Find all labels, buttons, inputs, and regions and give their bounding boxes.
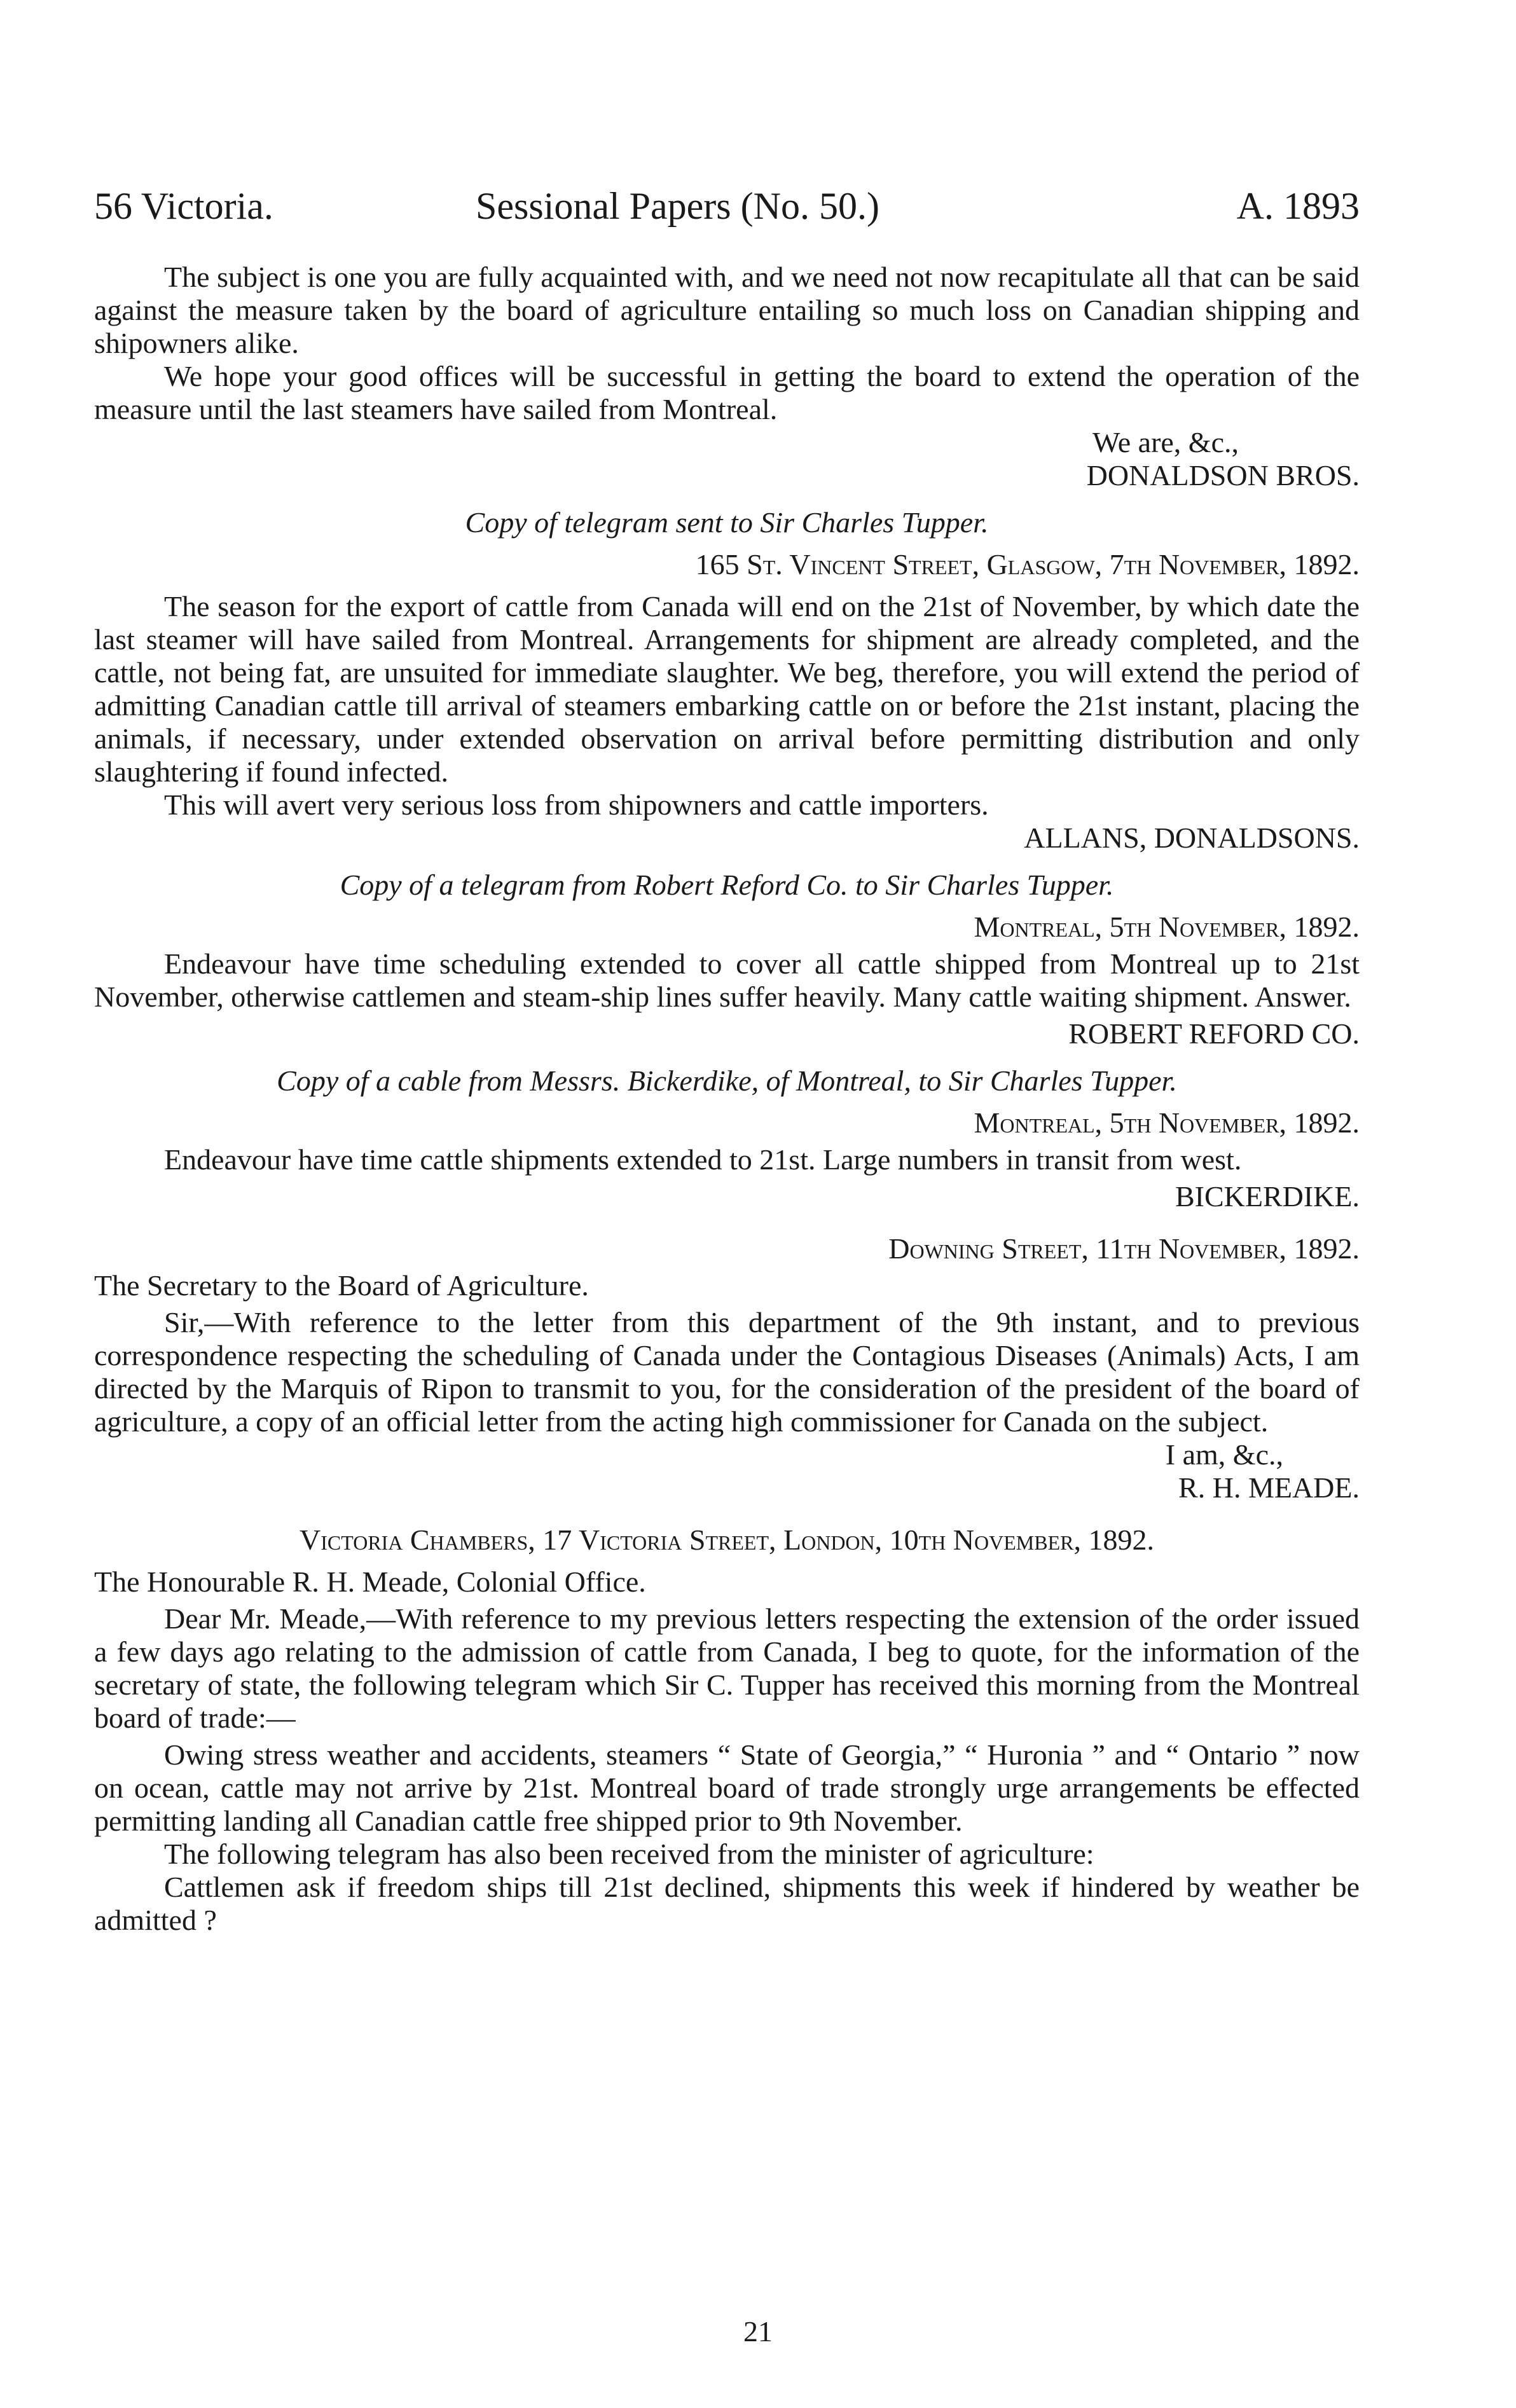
cable-address: Montreal, 5th November, 1892. xyxy=(974,1106,1360,1139)
letter3-address: Victoria Chambers, 17 Victoria Street, London, 10th November, 1892. xyxy=(300,1524,1154,1556)
header-right: A. 1893 xyxy=(1236,185,1360,227)
page-header xyxy=(94,184,1360,235)
letter2-signature: R. H. MEADE. xyxy=(1178,1471,1360,1504)
letter3-paragraph-1: Dear Mr. Meade,—With reference to my previous letters respecting the extension of the order issued a few days ago relating to the admission of cattle from Canada, I beg to quote, for the information of the secretary of state, the following telegram which Sir C. Tupper has received this morning from the Montreal board of trade:— xyxy=(94,1602,1360,1734)
letter2-closing: I am, &c., xyxy=(1165,1438,1283,1471)
telegram1-address: 165 St. Vincent Street, Glasgow, 7th November, 1892. xyxy=(695,548,1360,581)
cable-paragraph-1: Endeavour have time cattle shipments extended to 21st. Large numbers in transit from west. xyxy=(164,1143,1242,1176)
body-text xyxy=(94,261,1360,1937)
cable-heading: Copy of a cable from Messrs. Bickerdike, of Montreal, to Sir Charles Tupper. xyxy=(277,1064,1177,1097)
telegram2-heading: Copy of a telegram from Robert Reford Co. to Sir Charles Tupper. xyxy=(340,869,1114,901)
letter1-closing: We are, &c., xyxy=(1092,426,1239,458)
letter1-paragraph-2: We hope your good offices will be successful in getting the board to extend the operation of the measure until the last steamers have sailed from Montreal. xyxy=(94,360,1360,425)
letter3-paragraph-2: The following telegram has also been received from the minister of agriculture: xyxy=(164,1838,1094,1870)
letter2-paragraph-1: Sir,—With reference to the letter from this department of the 9th instant, and to previous correspondence respecting the scheduling of Canada under the Contagious Diseases (Animals) Acts, I am directed by the Marquis of Ripon to transmit to you, for the consideration of the president of the board of agriculture, a copy of an official letter from the acting high commissioner for Canada on the subject. xyxy=(94,1306,1360,1438)
telegram1-paragraph-2: This will avert very serious loss from shipowners and cattle importers. xyxy=(164,788,989,821)
telegram2-paragraph-1: Endeavour have time scheduling extended to cover all cattle shipped from Montreal up to 21st November, otherwise cattlemen and steam-ship lines suffer heavily. Many cattle waiting shipment. Answer. xyxy=(94,947,1360,1013)
telegram1-heading: Copy of telegram sent to Sir Charles Tupper. xyxy=(465,506,989,539)
letter2-recipient: The Secretary to the Board of Agriculture. xyxy=(94,1269,589,1302)
letter3-quote: Owing stress weather and accidents, steamers “ State of Georgia,” “ Huronia ” and “ Ontario ” now on ocean, cattle may not arrive by 21st. Montreal board of trade strongly urge arrangements be effected permitting landing all Canadian cattle free shipped prior to 9th November. xyxy=(94,1738,1360,1837)
letter1-paragraph-1: The subject is one you are fully acquainted with, and we need not now recapitulate all that can be said against the measure taken by the board of agriculture entailing so much loss on Canadian shipping and shipowners alike. xyxy=(94,261,1360,359)
telegram1-paragraph-1: The season for the export of cattle from Canada will end on the 21st of November, by which date the last steamer will have sailed from Montreal. Arrangements for shipment are already completed, and the cattle, not being fat, are unsuited for immediate slaughter. We beg, therefore, you will extend the period of admitting Canadian cattle till arrival of steamers embarking cattle on or before the 21st instant, placing the animals, if necessary, under extended observation on arrival before permitting distribution and only slaughtering if found infected. xyxy=(94,590,1360,788)
header-center: Sessional Papers (No. 50.) xyxy=(476,185,879,227)
letter3-recipient: The Honourable R. H. Meade, Colonial Office. xyxy=(94,1565,646,1598)
header-left: 56 Victoria. xyxy=(94,185,273,227)
letter3-quote-2: Cattlemen ask if freedom ships till 21st declined, shipments this week if hindered by weather be admitted ? xyxy=(94,1871,1360,1936)
telegram1-signature: ALLANS, DONALDSONS. xyxy=(1024,822,1360,854)
cable-signature: BICKERDIKE. xyxy=(1175,1180,1360,1213)
letter2-address: Downing Street, 11th November, 1892. xyxy=(888,1232,1360,1265)
telegram2-signature: ROBERT REFORD CO. xyxy=(1068,1017,1360,1050)
telegram2-address: Montreal, 5th November, 1892. xyxy=(974,911,1360,943)
letter1-signature: DONALDSON BROS. xyxy=(1086,459,1360,492)
page-number: 21 xyxy=(743,2315,773,2348)
